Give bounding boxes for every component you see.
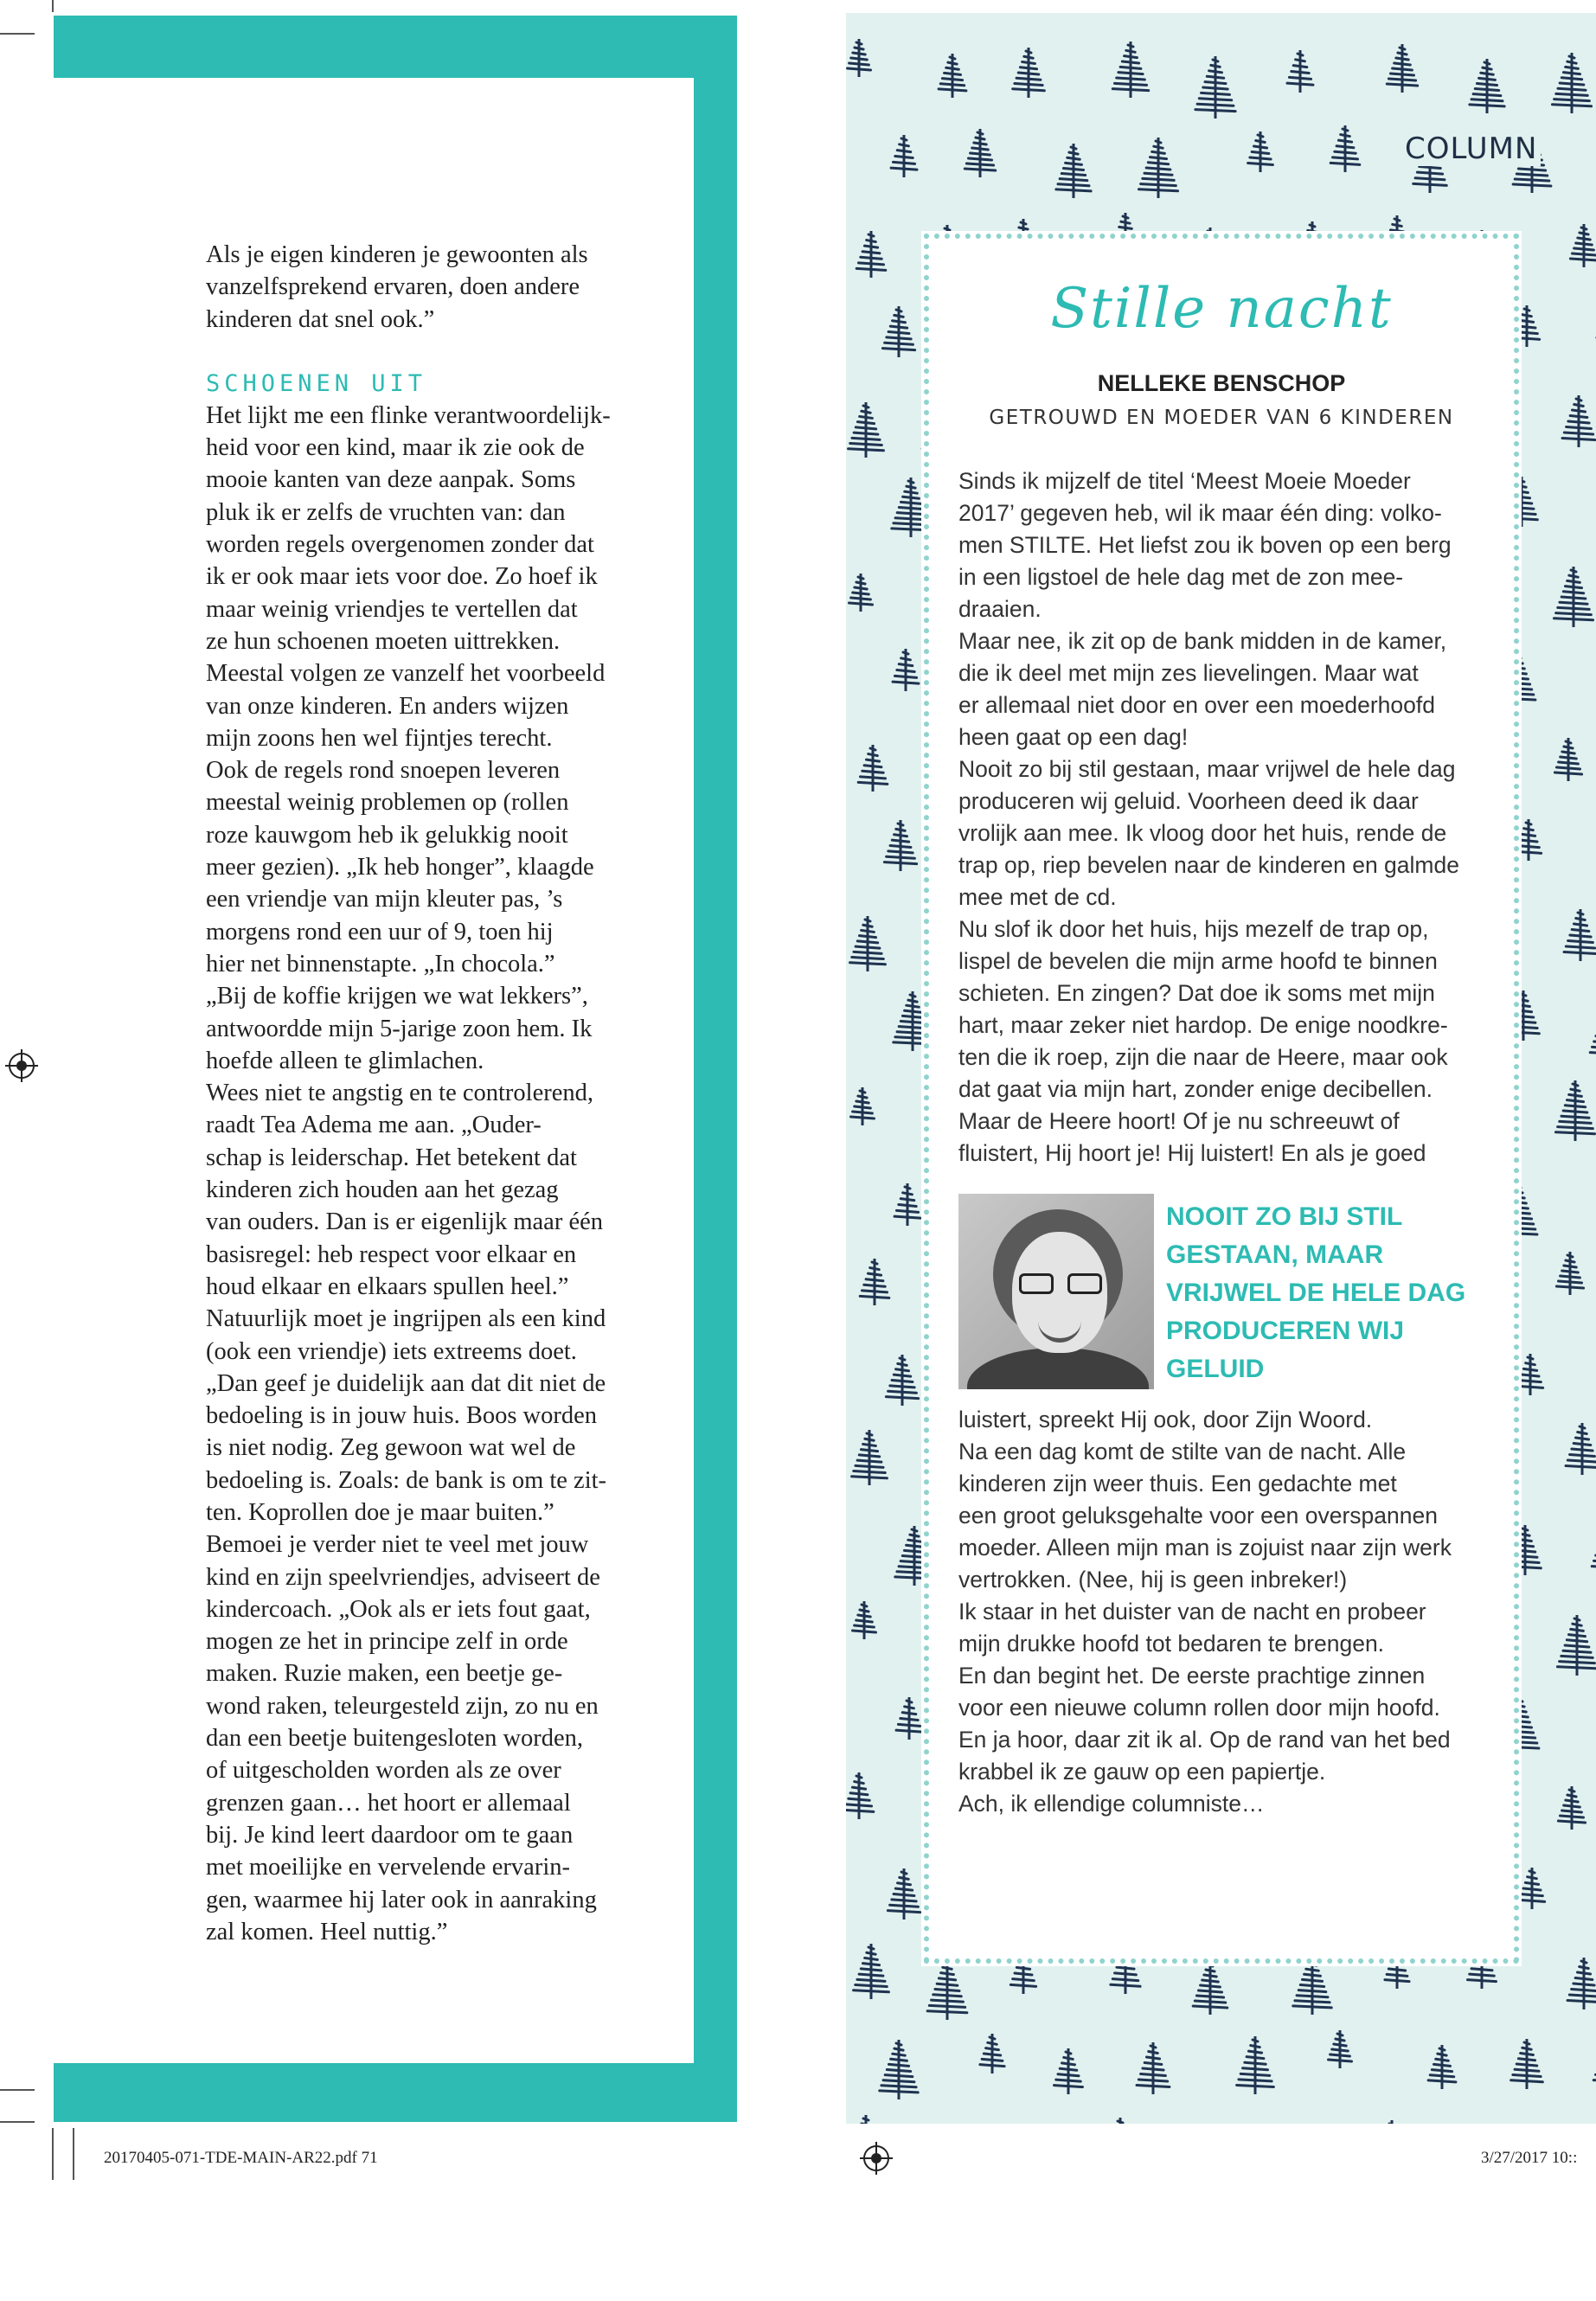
text-line: wond raken, teleurgesteld zijn, zo nu en xyxy=(206,1692,599,1720)
tree-icon xyxy=(846,1772,874,1819)
photo-shoulders xyxy=(967,1348,1149,1389)
text-line: roze kauwgom heb ik gelukkig nooit xyxy=(206,821,568,849)
tree-icon xyxy=(1470,59,1504,113)
column-text-line: mee met de cd. xyxy=(958,884,1117,910)
text-line: antwoordde mijn 5-jarige zoon hem. Ik xyxy=(206,1015,593,1042)
file-slug: 20170405-071-TDE-MAIN-AR22.pdf 71 xyxy=(104,2149,378,2167)
tree-icon xyxy=(1556,1252,1583,1295)
column-text-line: vertrokken. (Nee, hij is geen inbreker!) xyxy=(958,1567,1348,1593)
registration-mark-left xyxy=(9,1053,35,1079)
column-text-line: Nu slof ik door het huis, hijs mezelf de trap op, xyxy=(958,916,1429,942)
tree-icon xyxy=(851,1087,875,1125)
section-heading: SCHOENEN UIT xyxy=(206,369,427,397)
teal-frame-top xyxy=(54,16,737,78)
tree-icon xyxy=(1592,1519,1596,1575)
column-text-line: moeder. Alleen mijn man is zojuist naar zijn werk xyxy=(958,1535,1452,1561)
column-text-line: kinderen zijn weer thuis. Een gedachte met xyxy=(958,1471,1397,1497)
crop-mark xyxy=(52,2128,54,2180)
text-line: meestal weinig problemen op (rollen xyxy=(206,789,569,817)
tree-icon xyxy=(939,54,966,98)
text-line: een vriendje van mijn kleuter pas, ’s xyxy=(206,886,563,913)
column-text-line: er allemaal niet door en over een moederhoofd xyxy=(958,692,1435,718)
text-line: mijn zoons hen wel fijntjes terecht. xyxy=(206,724,553,752)
tree-icon xyxy=(856,231,886,278)
text-line: Ook de regels rond snoepen leveren xyxy=(206,757,561,785)
registration-mark-bottom xyxy=(863,2145,889,2171)
tree-icon xyxy=(1516,819,1541,861)
text-line: van onze kinderen. En anders wijzen xyxy=(206,692,569,720)
tree-icon xyxy=(849,574,873,612)
text-line: meer gezien). „Ik heb honger”, klaagde xyxy=(206,854,594,881)
tree-icon xyxy=(980,2034,1004,2073)
tree-icon xyxy=(1387,44,1417,93)
tree-icon xyxy=(1102,2118,1138,2124)
left-article-body xyxy=(206,400,656,1948)
pull-quote-line: GELUID xyxy=(1166,1355,1265,1383)
tree-icon xyxy=(1376,2120,1407,2124)
tree-icon xyxy=(1329,2030,1352,2068)
tree-icon xyxy=(1137,2042,1170,2094)
crop-mark xyxy=(52,0,54,12)
tree-icon xyxy=(1248,131,1273,172)
text-line: heid voor een kind, maar ik zie ook de xyxy=(206,434,585,462)
text-line: van ouders. Dan is er eigenlijk maar één xyxy=(206,1208,603,1236)
column-text-line: Ik staar in het duister van de nacht en probeer xyxy=(958,1599,1426,1625)
crop-mark xyxy=(73,2128,74,2180)
tree-icon xyxy=(848,39,871,77)
text-line: morgens rond een uur of 9, toen hij xyxy=(206,918,554,945)
tree-icon xyxy=(1564,909,1596,961)
text-line: bij. Je kind leert daardoor om te gaan xyxy=(206,1821,574,1849)
tree-icon xyxy=(1195,56,1235,119)
teal-frame-bottom xyxy=(54,2063,737,2122)
text-line: grenzen gaan… het hoort er allemaal xyxy=(206,1789,571,1817)
column-label: COLUMN xyxy=(1401,131,1541,166)
tree-icon xyxy=(852,1430,888,1485)
tree-icon xyxy=(853,1601,876,1639)
text-line: raadt Tea Adema me aan. „Ouder- xyxy=(206,1112,542,1139)
tree-icon xyxy=(880,2040,918,2099)
tree-icon xyxy=(1056,144,1091,198)
text-line: (ook een vriendje) iets extreems doet. xyxy=(206,1337,577,1365)
column-text-line: hart, maar zeker niet hardop. De enige noodkre- xyxy=(958,1012,1448,1038)
text-line: is niet nodig. Zeg gewoon wat wel de xyxy=(206,1434,576,1462)
tree-icon xyxy=(886,1355,918,1406)
crop-mark xyxy=(0,2121,35,2123)
text-line: basisregel: heb respect voor elkaar en xyxy=(206,1240,577,1268)
tree-icon xyxy=(1330,125,1360,172)
text-line: zal komen. Heel nuttig.” xyxy=(206,1918,448,1945)
tree-icon xyxy=(894,1183,920,1226)
column-text-line: dat gaat via mijn hart, zonder enige decibellen. xyxy=(958,1076,1433,1102)
text-line: mooie kanten van deze aanpak. Soms xyxy=(206,466,576,494)
tree-icon xyxy=(1558,1786,1585,1830)
crop-mark xyxy=(0,33,35,35)
column-text-line: Na een dag komt de stilte van de nacht. Alle xyxy=(958,1439,1407,1465)
text-line: „Bij de koffie krijgen we wat lekkers”, xyxy=(206,983,588,1010)
teal-frame-right xyxy=(694,16,737,2122)
text-line: maar weinig vriendjes te vertellen dat xyxy=(206,595,578,623)
tree-icon xyxy=(1517,1354,1542,1395)
text-line: bedoeling is in jouw huis. Boos worden xyxy=(206,1402,598,1430)
column-text-line: Maar de Heere hoort! Of je nu schreeuwt of xyxy=(958,1108,1400,1134)
tree-icon xyxy=(1567,1958,1596,2009)
tree-icon xyxy=(1193,1961,1227,2015)
column-text-line: draaien. xyxy=(958,596,1042,622)
tree-icon xyxy=(884,820,916,871)
column-text-line: 2017’ gegeven heb, wil ik maar één ding: volko- xyxy=(958,500,1442,526)
column-text-line: mijn drukke hoofd tot bedaren te brengen. xyxy=(958,1631,1385,1657)
column-text-line: Nooit zo bij stil gestaan, maar vrijwel de hele dag xyxy=(958,756,1456,782)
pull-quote-line: PRODUCEREN WIJ xyxy=(1166,1317,1405,1345)
column-text-line: luistert, spreekt Hij ook, door Zijn Woord. xyxy=(958,1407,1373,1433)
column-text-part1 xyxy=(958,465,1486,1170)
tree-icon xyxy=(1590,1005,1596,1061)
tree-icon xyxy=(1287,50,1313,93)
text-line: vanzelfsprekend ervaren, doen andere xyxy=(206,273,580,301)
column-text-line: trap op, riep bevelen naar de kinderen en galmde xyxy=(958,852,1459,878)
tree-icon xyxy=(891,135,917,177)
tree-icon xyxy=(1013,48,1045,98)
column-title: Stille nacht xyxy=(1050,277,1393,341)
pull-quote-line: GESTAAN, MAAR xyxy=(1166,1240,1384,1269)
text-line: kindercoach. „Ook als er iets fout gaat, xyxy=(206,1595,591,1623)
text-line: met moeilijke en vervelende ervarin- xyxy=(206,1854,570,1881)
pull-quote-line: VRIJWEL DE HELE DAG xyxy=(1166,1279,1466,1307)
column-text-line: die ik deel met mijn zes lievelingen. Maar wat xyxy=(958,660,1419,686)
column-text-line: heen gaat op een dag! xyxy=(958,724,1189,750)
text-line: worden regels overgenomen zonder dat xyxy=(206,531,594,559)
left-article xyxy=(206,239,656,1948)
tree-icon xyxy=(896,1697,922,1740)
tree-icon xyxy=(1428,2045,1456,2089)
left-article-intro xyxy=(206,239,656,336)
text-line: maken. Ruzie maken, een beetje ge- xyxy=(206,1660,563,1688)
tree-icon xyxy=(927,1958,967,2020)
crop-mark xyxy=(0,2089,35,2091)
tree-icon xyxy=(1112,42,1148,98)
column-text-line: En ja hoor, daar zit ik al. Op de rand van het bed xyxy=(958,1727,1451,1753)
column-text-line: lispel de bevelen die mijn arme hoofd te binnen xyxy=(958,948,1438,974)
tree-icon xyxy=(860,1259,889,1305)
tree-icon xyxy=(849,402,884,458)
column-text-line: Ach, ik ellendige columniste… xyxy=(958,1791,1265,1817)
author-photo xyxy=(958,1194,1154,1389)
author-subtitle: GETROUWD EN MOEDER VAN 6 KINDEREN xyxy=(989,407,1454,429)
tree-icon xyxy=(1555,1080,1594,1141)
tree-icon xyxy=(1570,224,1596,267)
column-text-line: ten die ik roep, zijn die naar de Heere, maar ook xyxy=(958,1044,1448,1070)
column-text-line: Sinds ik mijzelf de titel ‘Meest Moeie Moeder xyxy=(958,468,1411,494)
tree-icon xyxy=(888,1868,920,1920)
tree-icon xyxy=(893,649,919,691)
tree-icon xyxy=(1557,1615,1596,1676)
column-text-line: fluistert, Hij hoort je! Hij luistert! En als je goed xyxy=(958,1140,1426,1166)
text-line: kinderen zich houden aan het gezag xyxy=(206,1176,559,1204)
column-text-line: En dan begint het. De eerste prachtige zinnen xyxy=(958,1663,1426,1689)
tree-icon xyxy=(1566,1423,1596,1475)
text-line: hoefde alleen te glimlachen. xyxy=(206,1047,484,1074)
column-text-line: een groot geluksgehalte voor een overspannen xyxy=(958,1503,1438,1529)
author-name: NELLEKE BENSCHOP xyxy=(1097,370,1346,396)
tree-icon xyxy=(858,745,888,792)
tree-icon xyxy=(1054,2048,1083,2094)
tree-icon xyxy=(1237,2036,1274,2094)
text-line: Meestal volgen ze vanzelf het voorbeeld xyxy=(206,660,606,688)
text-line: pluk ik er zelfs de vruchten van: dan xyxy=(206,498,566,526)
text-line: houd elkaar en elkaars spullen heel.” xyxy=(206,1272,569,1300)
tree-icon xyxy=(1519,1868,1544,1909)
text-line: Wees niet te angstig en te controlerend, xyxy=(206,1080,593,1107)
pull-quote-line: NOOIT ZO BIJ STIL xyxy=(1166,1202,1403,1231)
tree-icon xyxy=(1554,567,1593,627)
pull-quote xyxy=(1166,1198,1495,1388)
column-text-line: vrolijk aan mee. Ik vloog door het huis, rende de xyxy=(958,820,1447,846)
text-line: Natuurlijk moet je ingrijpen als een kind xyxy=(206,1305,606,1333)
text-line: schap is leiderschap. Het betekent dat xyxy=(206,1144,577,1171)
text-line: kinderen dat snel ook.” xyxy=(206,305,435,333)
text-line: „Dan geef je duidelijk aan dat dit niet de xyxy=(206,1369,606,1397)
photo-glasses xyxy=(1019,1273,1102,1296)
text-line: Het lijkt me een flinke verantwoordelijk- xyxy=(206,401,611,429)
text-line: kind en zijn speelvriendjes, adviseert de xyxy=(206,1563,600,1591)
text-line: of uitgescholden worden als ze over xyxy=(206,1757,561,1785)
tree-icon xyxy=(965,129,995,177)
column-text-line: krabbel ik ze gauw op een papiertje. xyxy=(958,1759,1326,1785)
column-text-line: schieten. En zingen? Dat doe ik soms met mijn xyxy=(958,980,1435,1006)
column-text-line: men STILTE. Het liefst zou ik boven op een berg xyxy=(958,532,1452,558)
tree-icon xyxy=(1552,53,1591,113)
column-text-line: in een ligstoel de hele dag met de zon mee- xyxy=(958,564,1404,590)
tree-icon xyxy=(855,2115,878,2124)
text-line: gen, waarmee hij later ook in aanraking xyxy=(206,1886,597,1913)
date-slug: 3/27/2017 10:: xyxy=(1481,2149,1578,2167)
text-line: Als je eigen kinderen je gewoonten als xyxy=(206,241,588,268)
tree-icon xyxy=(1138,138,1177,198)
tree-icon xyxy=(882,306,914,357)
column-text-line: produceren wij geluid. Voorheen deed ik daar xyxy=(958,788,1419,814)
text-line: ik er ook maar iets voor doe. Zo hoef ik xyxy=(206,563,598,591)
tree-icon xyxy=(1293,1955,1331,2015)
text-line: ze hun schoenen moeten uittrekken. xyxy=(206,627,561,655)
text-line: bedoeling is. Zoals: de bank is om te zit- xyxy=(206,1466,607,1494)
text-line: Bemoei je verder niet te veel met jouw xyxy=(206,1531,589,1559)
text-line: dan een beetje buitengesloten worden, xyxy=(206,1725,584,1753)
tree-icon xyxy=(1562,395,1595,447)
tree-icon xyxy=(854,1944,889,1999)
column-text-line: Maar nee, ik zit op de bank midden in de kamer, xyxy=(958,628,1447,654)
text-line: ten. Koprollen doe je maar buiten.” xyxy=(206,1498,554,1526)
tree-icon xyxy=(850,916,886,971)
column-text-line: voor een nieuwe column rollen door mijn hoofd. xyxy=(958,1695,1440,1721)
tree-icon xyxy=(1511,2039,1543,2089)
text-line: mogen ze het in principe zelf in orde xyxy=(206,1628,568,1656)
text-line: hier net binnenstapte. „In chocola.” xyxy=(206,950,555,977)
column-text-part2 xyxy=(958,1404,1486,1820)
tree-icon xyxy=(1554,738,1581,781)
